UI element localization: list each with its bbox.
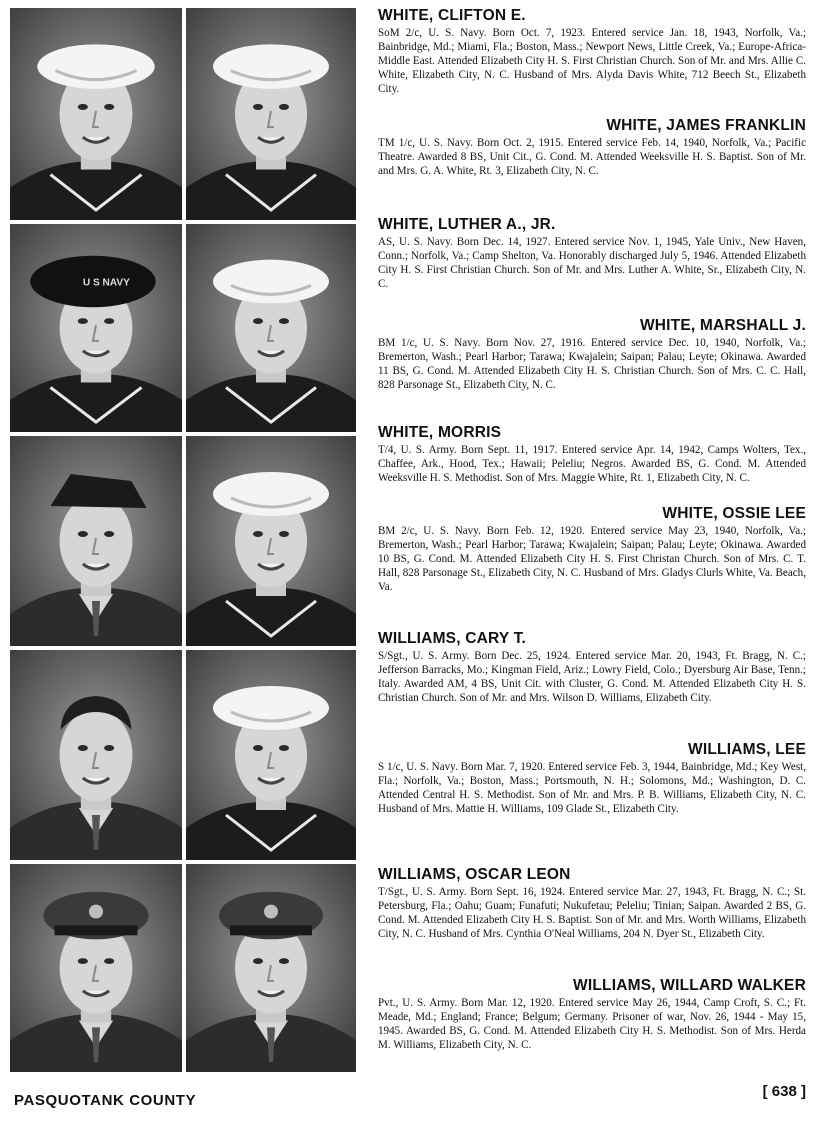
entry-williams-lee	[378, 740, 806, 817]
portrait-williams-oscar	[10, 864, 182, 1072]
entry-white-ossie	[378, 504, 806, 595]
entry-name: WILLIAMS, LEE	[688, 741, 806, 758]
portrait-white-ossie	[186, 436, 356, 646]
portrait-drawing	[10, 224, 182, 432]
cap-badge	[264, 905, 278, 919]
smile	[258, 564, 284, 569]
entry-name: WHITE, MORRIS	[378, 424, 502, 441]
entry-bio: SoM 2/c, U. S. Navy. Born Oct. 7, 1923. Entered service Jan. 18, 1943, Norfolk, Va.; Bainbridge, Md.; Miami, Fla.; Boston, Mass.; Newport News, Little Creek, Va.; Europe-Africa-Middle East. Attended Elizabeth City H. S. First Christian Church. Son of Mr. and Mrs. Allie C. White, Elizabeth City, N. C. Husband of Mrs. Alyda Davis White, 712 Beech St., Elizabeth City.	[378, 27, 806, 95]
entry-name: WHITE, LUTHER A., JR.	[378, 216, 556, 233]
left-eye	[253, 104, 263, 110]
portrait-drawing	[186, 864, 356, 1072]
portrait-drawing	[186, 436, 356, 646]
sailor-hat	[37, 44, 154, 88]
entry-name: WHITE, MARSHALL J.	[639, 317, 806, 334]
entry-name: WHITE, JAMES FRANKLIN	[606, 117, 806, 134]
right-eye	[279, 318, 289, 324]
portrait-white-morris	[10, 436, 182, 646]
right-eye	[104, 531, 114, 537]
right-eye	[279, 104, 289, 110]
entry-white-clifton	[378, 6, 806, 97]
portrait-white-luther	[10, 224, 182, 432]
smile	[83, 564, 109, 569]
entry-name: WILLIAMS, WILLARD WALKER	[573, 977, 806, 994]
entry-williams-cary	[378, 629, 806, 706]
left-eye	[78, 318, 88, 324]
portrait-williams-lee	[186, 650, 356, 860]
smile	[83, 778, 109, 783]
entry-bio: BM 2/c, U. S. Navy. Born Feb. 12, 1920. Entered service May 23, 1940, Norfolk, Va.; Bremerton, Wash.; Pearl Harbor; Tarawa; Kwajalein; Saipan; Palau; Leyte; Okinawa. Awarded 10 BS, G. Cond. M. Attended Elizabeth City H. S. First Christan Church. Son of Mrs. C. T. Hall, 828 Parsonage St., Elizabeth City, N. C. Husband of Mrs. Gladys Clurls White, Va. Beach, Va.	[378, 525, 806, 593]
cap-badge	[89, 905, 103, 919]
portrait-drawing	[10, 650, 182, 860]
entry-bio: Pvt., U. S. Army. Born Mar. 12, 1920. Entered service May 26, 1944, Camp Croft, S. C.; Ft. Meade, Md.; England; France; Belgum; Germany. Prisoner of war, Nov. 26, 1944 - May 15, 1945. Awarded BS, G. Cond. M. Attended Elizabeth City H. S. Methodist. Son of Mrs. Herda M. Williams, Elizabeth City, N. C.	[378, 997, 806, 1051]
entry-bio: T/Sgt., U. S. Army. Born Sept. 16, 1924. Entered service Mar. 27, 1943, Ft. Bragg, N. C.; St. Petersburg, Fla.; Oahu; Guam; Funafuti; Nukufetau; Peleliu; Tinian; Saipan. Awarded 2 BS, G. Cond. M. Attended Elizabeth City H. S. Baptist. Son of Mr. and Mrs. Worth Williams, Elizabeth City, N. C. Husband of Mrs. Cynthia O'Neal Williams, 204 N. Dyer St., Elizabeth City.	[378, 886, 806, 940]
entry-bio: TM 1/c, U. S. Navy. Born Oct. 2, 1915. Entered service Feb. 14, 1940, Norfolk, Va.; Pacific Theatre. Awarded 8 BS, Unit Cit., G. Cond. M. Attended Weeksville H. S. Baptist. Son of Mr. and Mrs. G. A. White, Rt. 3, Elizabeth City, N. C.	[378, 137, 806, 177]
portrait-white-james	[186, 8, 356, 220]
right-eye	[279, 531, 289, 537]
left-eye	[78, 745, 88, 751]
left-eye	[253, 958, 263, 964]
entry-name: WHITE, CLIFTON E.	[378, 7, 526, 24]
entry-white-james	[378, 116, 806, 179]
page-number: [ 638 ]	[762, 1083, 806, 1100]
entry-white-luther	[378, 215, 806, 292]
left-eye	[253, 745, 263, 751]
photo-grid	[10, 8, 358, 1072]
entry-bio: S 1/c, U. S. Navy. Born Mar. 7, 1920. Entered service Feb. 3, 1944, Bainbridge, Md.; Key West, Fla.; Norfolk, Va.; Boston, Mass.; Portsmouth, N. H.; Solomons, Md.; Washington, D. C. Attended Central H. S. Methodist. Son of Mr. and Mrs. P. B. Williams, Elizabeth City, N. C. Husband of Mrs. Mattie H. Williams, 109 Glade St., Elizabeth City.	[378, 761, 806, 815]
sailor-hat	[213, 260, 329, 304]
smile	[83, 351, 109, 356]
portrait-drawing	[186, 8, 356, 220]
entry-white-morris	[378, 423, 806, 486]
portrait-drawing	[10, 864, 182, 1072]
left-eye	[253, 318, 263, 324]
entry-bio: S/Sgt., U. S. Army. Born Dec. 25, 1924. Entered service Mar. 20, 1943, Ft. Bragg, N. C.; Jefferson Barracks, Mo.; Kingman Field, Ariz.; Lowry Field, Colo.; Dyersburg Air Base, Tenn.; Italy. Awarded AM, 4 BS, Unit Cit. with Cluster, G. Cond. M. Attended Elizabeth City H. S. Christian Church. Son of Mr. and Mrs. Wilson D. Williams, Elizabeth City.	[378, 650, 806, 704]
portrait-williams-cary	[10, 650, 182, 860]
cap-visor	[55, 925, 138, 935]
right-eye	[279, 958, 289, 964]
smile	[258, 778, 284, 783]
left-eye	[253, 531, 263, 537]
entry-name: WILLIAMS, CARY T.	[378, 630, 527, 647]
smile	[258, 137, 284, 142]
portrait-drawing	[10, 436, 182, 646]
left-eye	[78, 531, 88, 537]
entry-bio: T/4, U. S. Army. Born Sept. 11, 1917. Entered service Apr. 14, 1942, Camps Wolters, Tex., Chaffee, Ark., Hood, Tex.; Hawaii; Peleliu; Negros. Awarded BS, G. Cond. M. Attended Weeksville H. S. Methodist. Son of Mrs. Maggie White, Rt. 1, Elizabeth City, N. C.	[378, 444, 806, 484]
cap-ribbon-text: U S NAVY	[82, 277, 130, 289]
entry-bio: BM 1/c, U. S. Navy. Born Nov. 27, 1916. Entered service Dec. 10, 1940, Norfolk, Va.; Bremerton, Wash.; Pearl Harbor; Tarawa; Kwajalein; Saipan; Palau; Leyte; Okinawa. Awarded 11 BS, G. Cond. M. Attended Elizabeth City H. S. Christian Church. Son of Mrs. C. C. Hall, 828 Parsonage St., Elizabeth City, N. C.	[378, 337, 806, 391]
left-eye	[78, 104, 88, 110]
smile	[258, 991, 284, 996]
entry-bio: AS, U. S. Navy. Born Dec. 14, 1927. Entered service Nov. 1, 1945, Yale Univ., New Haven, Conn.; Norfolk, Va.; Camp Shelton, Va. Honorably discharged July 5, 1946. Attended Elizabeth City H. S. First Christian Church. Son of Mr. and Mrs. Luther A. White, Sr., Elizabeth City, N. C.	[378, 236, 806, 290]
entry-white-marshall	[378, 316, 806, 393]
right-eye	[279, 745, 289, 751]
entry-name: WILLIAMS, OSCAR LEON	[378, 866, 571, 883]
right-eye	[104, 318, 114, 324]
smile	[83, 991, 109, 996]
right-eye	[104, 104, 114, 110]
smile	[258, 351, 284, 356]
portrait-williams-willard	[186, 864, 356, 1072]
sailor-hat	[213, 472, 329, 516]
smile	[83, 137, 109, 142]
portrait-white-marshall	[186, 224, 356, 432]
portrait-drawing	[186, 650, 356, 860]
left-eye	[78, 958, 88, 964]
entry-name: WHITE, OSSIE LEE	[662, 505, 806, 522]
portrait-drawing	[186, 224, 356, 432]
cap-visor	[230, 925, 312, 935]
portrait-drawing	[10, 8, 182, 220]
portrait-white-clifton	[10, 8, 182, 220]
entry-williams-oscar	[378, 865, 806, 942]
sailor-hat	[213, 686, 329, 730]
right-eye	[104, 958, 114, 964]
entry-williams-willard	[378, 976, 806, 1053]
county-footer: PASQUOTANK COUNTY	[14, 1092, 197, 1109]
sailor-hat	[213, 44, 329, 88]
right-eye	[104, 745, 114, 751]
